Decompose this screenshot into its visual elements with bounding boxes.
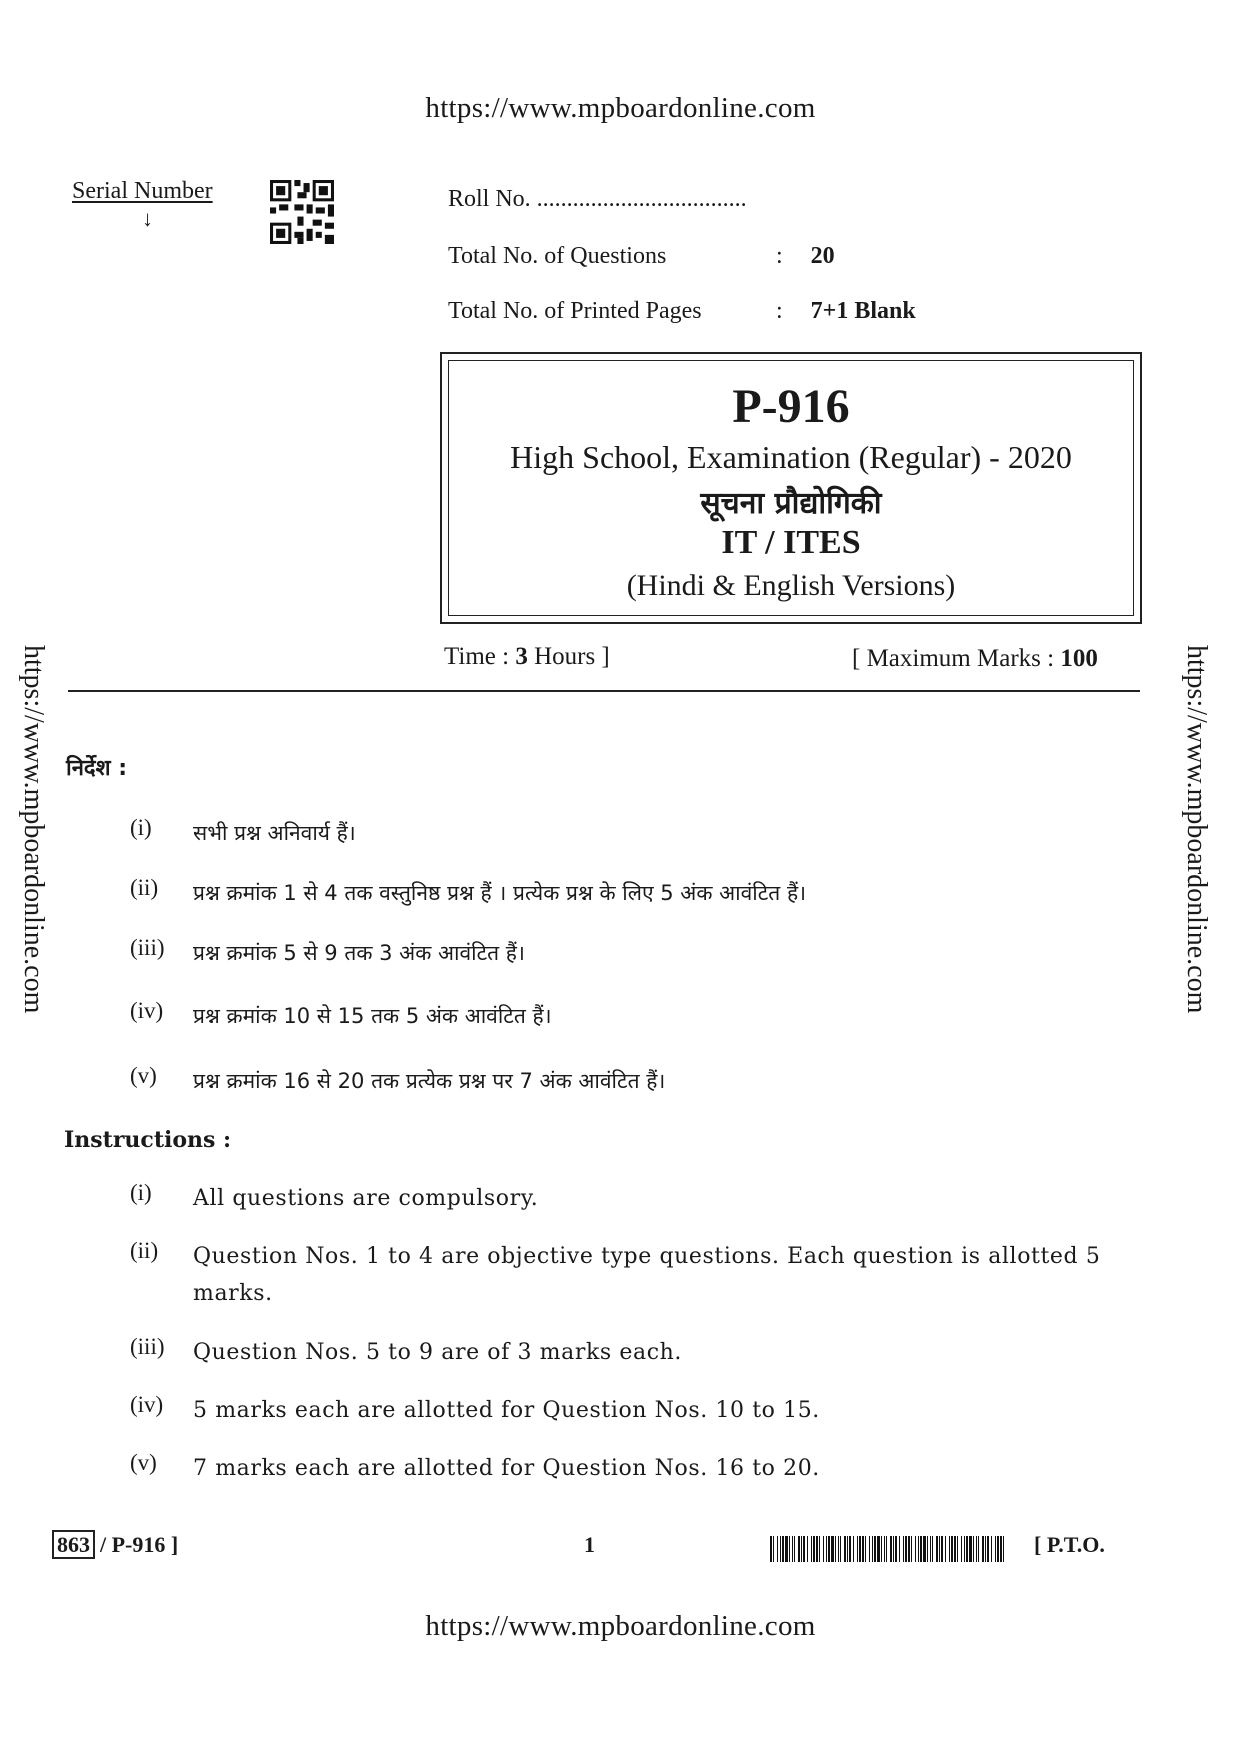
item-number: (iii) bbox=[130, 1334, 165, 1359]
item-text: प्रश्न क्रमांक 5 से 9 तक 3 अंक आवंटित हैं। bbox=[193, 941, 525, 965]
english-instruction-item bbox=[130, 1334, 1140, 1371]
item-text: सभी प्रश्न अनिवार्य हैं। bbox=[193, 821, 356, 845]
item-number: (v) bbox=[130, 1450, 157, 1475]
header-divider bbox=[68, 690, 1140, 692]
hindi-instructions-heading: निर्देश : bbox=[66, 756, 128, 781]
serial-arrow-icon: ↓ bbox=[142, 206, 153, 231]
total-pages-label: Total No. of Printed Pages bbox=[448, 298, 702, 324]
versions-note: (Hindi & English Versions) bbox=[626, 569, 956, 602]
maximum-marks bbox=[852, 645, 1098, 673]
footer-box-code: 863 bbox=[52, 1530, 95, 1559]
right-side-url: https://www.mpboardonline.com bbox=[1181, 645, 1212, 1014]
item-number: (ii) bbox=[130, 875, 159, 900]
max-marks-label: [ Maximum Marks : bbox=[852, 645, 1061, 672]
item-text: 5 marks each are allotted for Question Nos. 10 to 15. bbox=[193, 1398, 820, 1423]
subject-english: IT / ITES bbox=[721, 524, 861, 561]
item-text: प्रश्न क्रमांक 16 से 20 तक प्रत्येक प्रश्न पर 7 अंक आवंटित हैं। bbox=[193, 1069, 666, 1093]
time-allowed bbox=[444, 643, 610, 671]
total-pages-row: Total No. of Printed Pages : 7+1 Blank bbox=[448, 298, 916, 324]
item-number: (iii) bbox=[130, 935, 165, 960]
total-questions-row: Total No. of Questions : 20 bbox=[448, 243, 835, 269]
bottom-url: https://www.mpboardonline.com bbox=[425, 1610, 816, 1642]
item-number: (v) bbox=[130, 1063, 157, 1088]
pto-label: [ P.T.O. bbox=[1034, 1532, 1105, 1557]
roll-number-line: Roll No. ................................... bbox=[448, 186, 747, 212]
item-number: (ii) bbox=[130, 1238, 159, 1263]
english-instruction-item bbox=[130, 1450, 1140, 1487]
title-box bbox=[440, 352, 1142, 624]
max-marks-value: 100 bbox=[1060, 645, 1098, 672]
item-text: Question Nos. 1 to 4 are objective type questions. Each question is allotted 5 marks. bbox=[193, 1244, 1101, 1306]
serial-number-label: Serial Number bbox=[72, 178, 213, 204]
exam-title: High School, Examination (Regular) - 2020 bbox=[510, 439, 1072, 475]
item-number: (i) bbox=[130, 815, 152, 840]
item-text: Question Nos. 5 to 9 are of 3 marks each. bbox=[193, 1340, 682, 1365]
qr-code-icon bbox=[270, 180, 334, 244]
footer-paper-code bbox=[52, 1532, 178, 1558]
hindi-instruction-item bbox=[130, 815, 1140, 852]
paper-code: P-916 bbox=[732, 380, 850, 433]
english-instructions-heading: Instructions : bbox=[64, 1127, 232, 1153]
item-number: (i) bbox=[130, 1180, 152, 1205]
hindi-instruction-item bbox=[130, 1063, 1140, 1100]
footer-code-text: / P-916 ] bbox=[100, 1532, 179, 1557]
top-url: https://www.mpboardonline.com bbox=[425, 92, 816, 124]
english-instruction-item bbox=[130, 1392, 1140, 1429]
barcode-icon bbox=[770, 1536, 1006, 1562]
total-questions-label: Total No. of Questions bbox=[448, 243, 667, 269]
time-value: 3 bbox=[515, 643, 528, 670]
item-text: प्रश्न क्रमांक 1 से 4 तक वस्तुनिष्ठ प्रश्न हैं । प्रत्येक प्रश्न के लिए 5 अंक आवंटित हैं। bbox=[193, 881, 807, 905]
time-suffix: Hours ] bbox=[527, 643, 610, 670]
page-number: 1 bbox=[584, 1532, 595, 1557]
subject-hindi: सूचना प्रौद्योगिकी bbox=[700, 486, 882, 521]
left-side-url: https://www.mpboardonline.com bbox=[18, 645, 49, 1014]
item-text: प्रश्न क्रमांक 10 से 15 तक 5 अंक आवंटित हैं। bbox=[193, 1004, 552, 1028]
english-instruction-item bbox=[130, 1180, 1140, 1217]
total-questions-value: 20 bbox=[810, 243, 835, 269]
hindi-instruction-item bbox=[130, 935, 1140, 972]
time-label: Time : bbox=[444, 643, 516, 670]
hindi-instruction-item bbox=[130, 875, 1140, 912]
item-number: (iv) bbox=[130, 1392, 164, 1417]
item-text: 7 marks each are allotted for Question Nos. 16 to 20. bbox=[193, 1456, 820, 1481]
hindi-instruction-item bbox=[130, 998, 1140, 1035]
item-text: All questions are compulsory. bbox=[193, 1186, 539, 1211]
item-number: (iv) bbox=[130, 998, 164, 1023]
total-pages-value: 7+1 Blank bbox=[810, 298, 916, 324]
english-instruction-item bbox=[130, 1238, 1140, 1312]
